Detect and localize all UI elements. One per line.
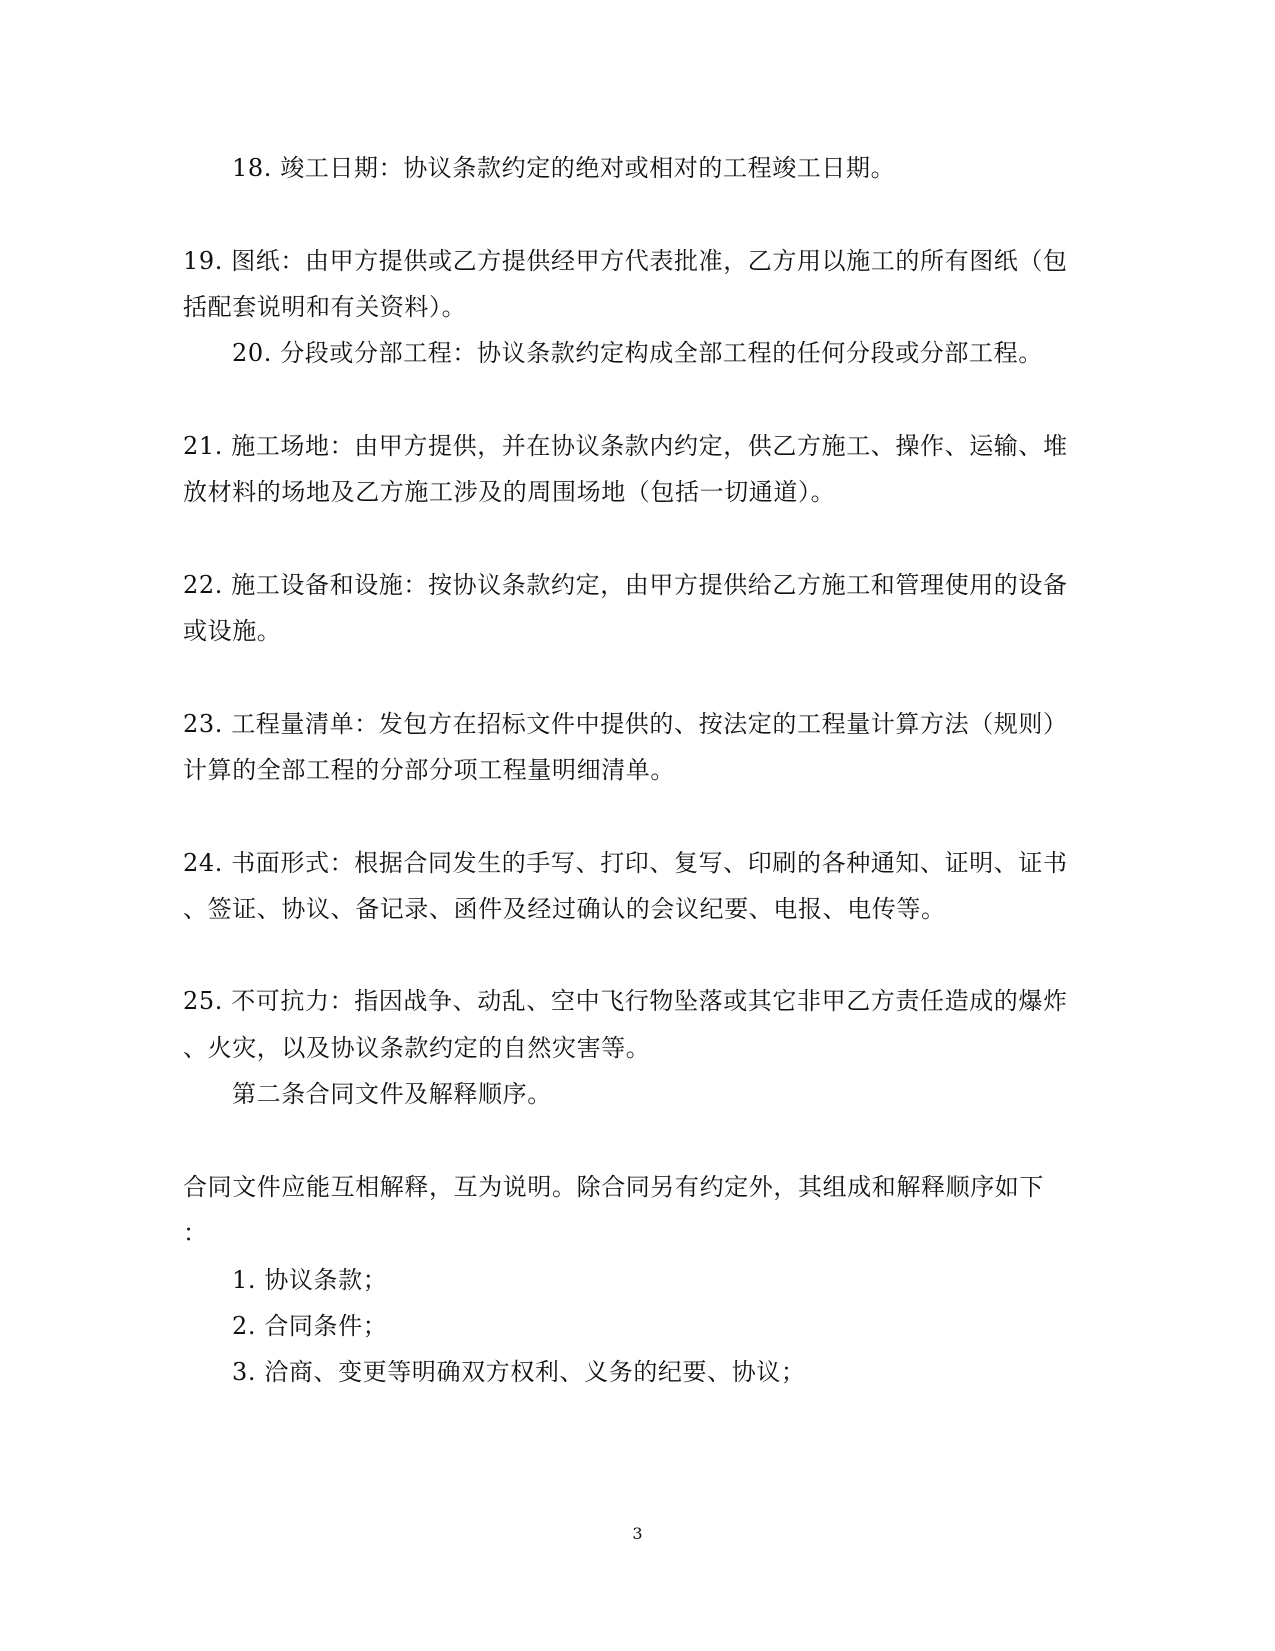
clause-25-line-2: 、火灾，以及协议条款约定的自然灾害等。 <box>183 1034 651 1062</box>
clause-23-line-1: 23. 工程量清单：发包方在招标文件中提供的、按法定的工程量计算方法（规则） <box>183 710 1068 738</box>
clause-22-line-2: 或设施。 <box>183 617 282 645</box>
clause-22-line-1: 22. 施工设备和设施：按协议条款约定，由甲方提供给乙方施工和管理使用的设备 <box>183 571 1068 599</box>
section-heading: 第二条合同文件及解释顺序。 <box>232 1080 552 1108</box>
clause-21-line-2: 放材料的场地及乙方施工涉及的周围场地（包括一切通道）。 <box>183 478 836 506</box>
clause-20-line: 20. 分段或分部工程：协议条款约定构成全部工程的任何分段或分部工程。 <box>232 339 1043 367</box>
clause-19-line-1: 19. 图纸：由甲方提供或乙方提供经甲方代表批准，乙方用以施工的所有图纸（包 <box>183 247 1068 275</box>
clause-21-line-1: 21. 施工场地：由甲方提供，并在协议条款内约定，供乙方施工、操作、运输、堆 <box>183 432 1068 460</box>
interpretation-paragraph-line-1: 合同文件应能互相解释，互为说明。除合同另有约定外，其组成和解释顺序如下 <box>183 1173 1044 1201</box>
page-number: 3 <box>632 1524 643 1543</box>
list-item-1: 1. 协议条款； <box>232 1266 388 1294</box>
clause-23-line-2: 计算的全部工程的分部分项工程量明细清单。 <box>183 756 675 784</box>
clause-24-line-2: 、签证、协议、备记录、函件及经过确认的会议纪要、电报、电传等。 <box>183 895 946 923</box>
list-item-2: 2. 合同条件； <box>232 1312 388 1340</box>
clause-19-line-2: 括配套说明和有关资料）。 <box>183 293 467 321</box>
clause-25-line-1: 25. 不可抗力：指因战争、动乱、空中飞行物坠落或其它非甲乙方责任造成的爆炸 <box>183 987 1068 1015</box>
interpretation-paragraph-line-2: ： <box>183 1219 208 1247</box>
clause-18-line: 18. 竣工日期：协议条款约定的绝对或相对的工程竣工日期。 <box>232 154 896 182</box>
clause-24-line-1: 24. 书面形式：根据合同发生的手写、打印、复写、印刷的各种通知、证明、证书 <box>183 849 1068 877</box>
list-item-3: 3. 洽商、变更等明确双方权利、义务的纪要、协议； <box>232 1358 806 1386</box>
